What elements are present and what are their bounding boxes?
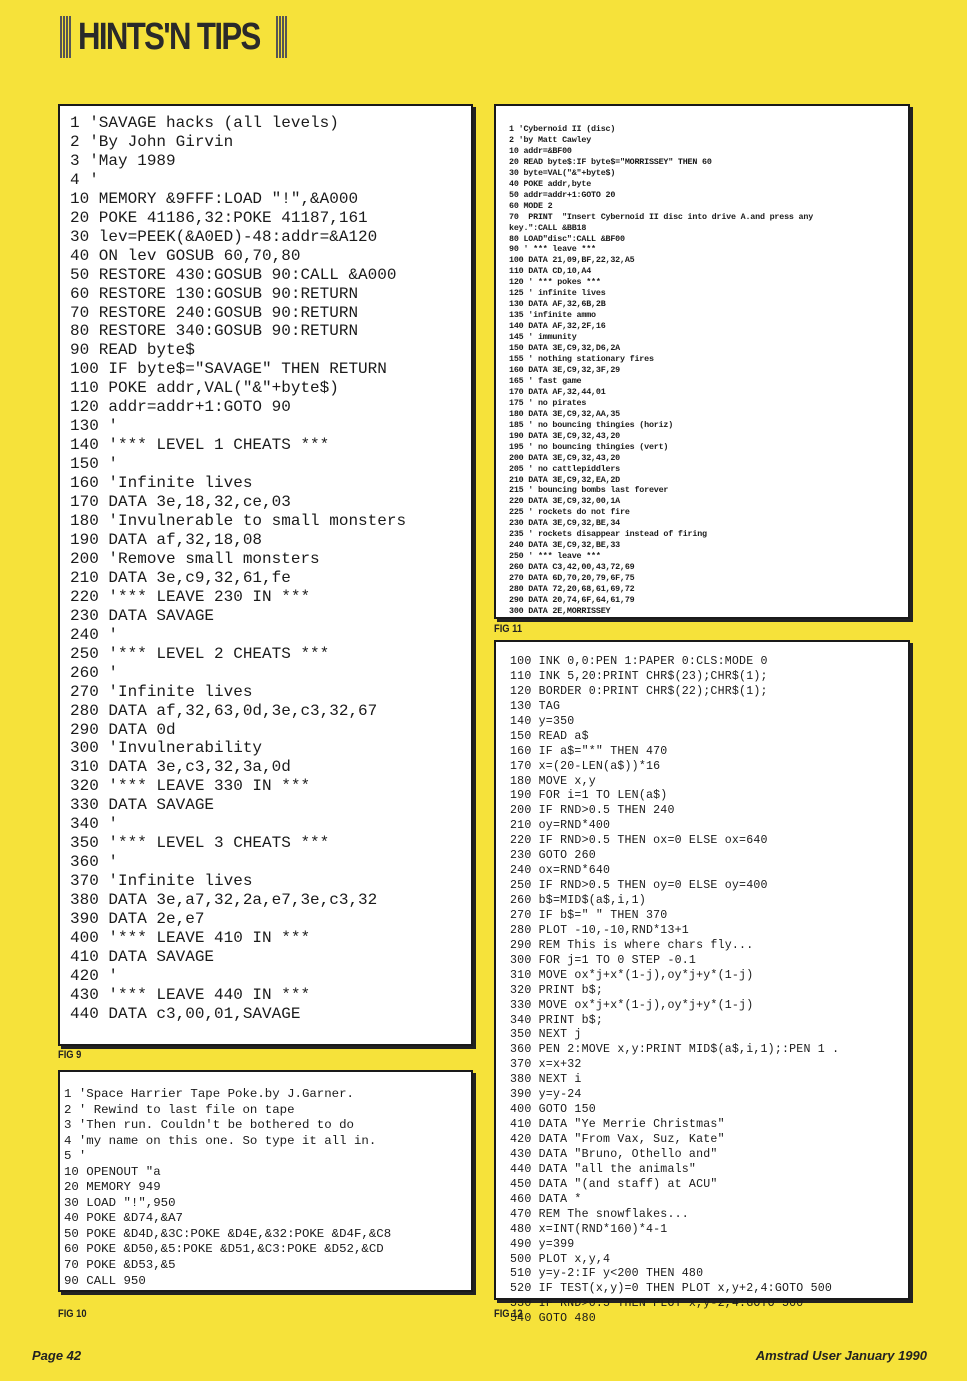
fig10-listing bbox=[64, 1087, 471, 1289]
code-line: 200 'Remove small monsters bbox=[70, 549, 320, 568]
code-line: 40 POKE &D74,&A7 bbox=[64, 1211, 183, 1226]
code-line: 400 GOTO 150 bbox=[510, 1103, 596, 1117]
code-line: 260 b$=MID$(a$,i,1) bbox=[510, 894, 646, 907]
code-line: 180 MOVE x,y bbox=[510, 774, 596, 788]
code-line: 135 'infinite ammo bbox=[509, 310, 596, 321]
code-line: 310 DATA 3e,c3,32,3a,0d bbox=[70, 758, 291, 777]
code-line: 130 ' bbox=[70, 417, 119, 436]
code-line: 180 'Invulnerable to small monsters bbox=[70, 512, 407, 531]
code-line: 320 PRINT b$; bbox=[510, 983, 604, 997]
fig12-label: FIG 12 bbox=[494, 1308, 523, 1320]
code-line: 380 DATA 3e,a7,32,2a,e7,3e,c3,32 bbox=[70, 891, 378, 910]
code-line: 10 OPENOUT "a bbox=[64, 1164, 161, 1179]
code-line: 100 INK 0,0:PEN 1:PAPER 0:CLS:MODE 0 bbox=[510, 655, 768, 668]
code-line: 4 ' bbox=[70, 170, 99, 189]
code-line: 1 'SAVAGE hacks (all levels) bbox=[70, 114, 339, 132]
code-line: 270 DATA 6D,70,20,79,6F,75 bbox=[509, 573, 635, 584]
code-line: 5 ' bbox=[64, 1149, 87, 1164]
code-line: 90 CALL 950 bbox=[64, 1273, 146, 1288]
code-line: 50 RESTORE 430:GOSUB 90:CALL &A000 bbox=[70, 265, 397, 284]
code-line: 280 PLOT -10,-10,RND*13+1 bbox=[510, 923, 689, 937]
code-line: 450 DATA "(and staff) at ACU" bbox=[510, 1177, 718, 1191]
code-line: 260 DATA C3,42,00,43,72,69 bbox=[509, 562, 635, 573]
code-line: 240 ' bbox=[70, 625, 119, 644]
code-line: 110 INK 5,20:PRINT CHR$(23);CHR$(1); bbox=[510, 669, 768, 683]
code-line: 160 'Infinite lives bbox=[70, 474, 253, 493]
code-line: 190 DATA af,32,18,08 bbox=[70, 530, 263, 549]
code-line: 320 '*** LEAVE 330 IN *** bbox=[70, 777, 311, 796]
code-line: 215 ' bouncing bombs last forever bbox=[509, 485, 669, 496]
code-line: 400 '*** LEAVE 410 IN *** bbox=[70, 928, 311, 947]
code-line: 120 BORDER 0:PRINT CHR$(22);CHR$(1); bbox=[510, 684, 768, 698]
code-line: 270 IF b$=" " THEN 370 bbox=[510, 908, 668, 922]
code-line: 230 DATA SAVAGE bbox=[70, 606, 215, 625]
section-title: HINTS'N TIPS bbox=[78, 15, 260, 58]
code-line: 150 READ a$ bbox=[510, 729, 589, 743]
code-line: 180 DATA 3E,C9,32,AA,35 bbox=[509, 408, 620, 419]
section-header bbox=[60, 14, 288, 60]
code-line: 350 NEXT j bbox=[510, 1028, 582, 1042]
code-line: 230 GOTO 260 bbox=[510, 849, 596, 863]
code-line: 340 PRINT b$; bbox=[510, 1013, 604, 1027]
code-line: 470 REM The snowflakes... bbox=[510, 1207, 689, 1221]
code-line: 185 ' no bouncing thingies (horiz) bbox=[509, 419, 674, 430]
code-line: 310 MOVE ox*j+x*(1-j),oy*j+y*(1-j) bbox=[510, 968, 754, 982]
code-line: 110 POKE addr,VAL("&"+byte$) bbox=[70, 379, 339, 398]
code-line: 20 MEMORY 949 bbox=[64, 1180, 161, 1195]
code-line: 280 DATA 72,20,68,61,69,72 bbox=[509, 584, 635, 595]
code-line: 140 '*** LEVEL 1 CHEATS *** bbox=[70, 436, 330, 455]
code-line: 300 DATA 2E,MORRISSEY bbox=[509, 605, 611, 616]
code-line: key.":CALL &BB18 bbox=[509, 222, 587, 233]
code-line: 290 DATA 0d bbox=[70, 720, 176, 739]
code-line: 40 ON lev GOSUB 60,70,80 bbox=[70, 246, 301, 265]
code-line: 250 ' *** leave *** bbox=[509, 551, 601, 562]
code-line: 410 DATA SAVAGE bbox=[70, 947, 215, 966]
code-line: 240 ox=RND*640 bbox=[510, 864, 611, 878]
code-line: 30 byte=VAL("&"+byte$) bbox=[509, 167, 616, 178]
code-line: 50 POKE &D4D,&3C:POKE &D4E,&32:POKE &D4F,&C8 bbox=[64, 1226, 392, 1241]
code-line: 430 '*** LEAVE 440 IN *** bbox=[70, 985, 311, 1004]
code-line: 290 REM This is where chars fly... bbox=[510, 938, 754, 952]
code-line: 350 '*** LEVEL 3 CHEATS *** bbox=[70, 834, 330, 853]
code-line: 290 DATA 20,74,6F,64,61,79 bbox=[509, 594, 635, 605]
code-line: 380 NEXT i bbox=[510, 1073, 582, 1087]
fig12-listing bbox=[510, 655, 908, 1327]
code-line: 120 addr=addr+1:GOTO 90 bbox=[70, 398, 291, 417]
code-line: 225 ' rockets do not fire bbox=[509, 507, 630, 518]
code-line: 280 DATA af,32,63,0d,3e,c3,32,67 bbox=[70, 701, 378, 720]
code-line: 170 x=(20-LEN(a$))*16 bbox=[510, 759, 661, 773]
code-line: 490 y=399 bbox=[510, 1237, 575, 1251]
code-line: 20 READ byte$:IF byte$="MORRISSEY" THEN 60 bbox=[509, 156, 712, 167]
page-number: Page 42 bbox=[32, 1348, 82, 1363]
code-line: 510 y=y-2:IF y<200 THEN 480 bbox=[510, 1267, 704, 1281]
fig11-listing-box bbox=[494, 104, 910, 619]
code-line: 155 ' nothing stationary fires bbox=[509, 354, 654, 365]
code-line: 250 IF RND>0.5 THEN oy=0 ELSE oy=400 bbox=[510, 879, 768, 893]
code-line: 90 READ byte$ bbox=[70, 341, 195, 360]
code-line: 440 DATA "all the animals" bbox=[510, 1162, 697, 1176]
code-line: 430 DATA "Bruno, Othello and" bbox=[510, 1147, 718, 1161]
code-line: 460 DATA * bbox=[510, 1192, 582, 1206]
code-line: 390 DATA 2e,e7 bbox=[70, 910, 205, 929]
code-line: 2 ' Rewind to last file on tape bbox=[64, 1102, 295, 1117]
code-line: 70 PRINT "Insert Cybernoid II disc into drive A.and press any bbox=[509, 211, 814, 222]
code-line: 300 'Invulnerability bbox=[70, 739, 263, 758]
code-line: 60 POKE &D50,&5:POKE &D51,&C3:POKE &D52,&CD bbox=[64, 1242, 384, 1257]
code-line: 440 DATA c3,00,01,SAVAGE bbox=[70, 1004, 301, 1023]
code-line: 2 'by Matt Cawley bbox=[509, 134, 592, 145]
code-line: 520 IF TEST(x,y)=0 THEN PLOT x,y+2,4:GOTO 500 bbox=[510, 1282, 833, 1296]
code-line: 10 MEMORY &9FFF:LOAD "!",&A000 bbox=[70, 189, 359, 208]
code-line: 210 DATA 3E,C9,32,EA,2D bbox=[509, 474, 620, 485]
code-line: 195 ' no bouncing thingies (vert) bbox=[509, 441, 669, 452]
code-line: 230 DATA 3E,C9,32,BE,34 bbox=[509, 518, 620, 529]
code-line: 100 DATA 21,09,BF,22,32,A5 bbox=[509, 255, 635, 266]
code-line: 3 'Then run. Couldn't be bothered to do bbox=[64, 1118, 354, 1133]
code-line: 235 ' rockets disappear instead of firing bbox=[509, 529, 707, 540]
code-line: 1 'Space Harrier Tape Poke.by J.Garner. bbox=[64, 1087, 354, 1101]
code-line: 300 FOR j=1 TO 0 STEP -0.1 bbox=[510, 953, 697, 967]
code-line: 145 ' immunity bbox=[509, 332, 577, 343]
code-line: 40 POKE addr,byte bbox=[509, 178, 592, 189]
code-line: 200 DATA 3E,C9,32,43,20 bbox=[509, 452, 620, 463]
code-line: 330 DATA SAVAGE bbox=[70, 796, 215, 815]
code-line: 30 LOAD "!",950 bbox=[64, 1195, 176, 1210]
fig9-listing-box bbox=[58, 104, 473, 1046]
code-line: 60 MODE 2 bbox=[509, 200, 553, 211]
code-line: 360 PEN 2:MOVE x,y:PRINT MID$(a$,i,1);:PEN 1 . bbox=[510, 1043, 840, 1057]
code-line: 360 ' bbox=[70, 853, 119, 872]
code-line: 175 ' no pirates bbox=[509, 397, 587, 408]
code-line: 250 '*** LEVEL 2 CHEATS *** bbox=[70, 644, 330, 663]
code-line: 100 IF byte$="SAVAGE" THEN RETURN bbox=[70, 360, 387, 379]
code-line: 370 x=x+32 bbox=[510, 1058, 582, 1072]
code-line: 70 RESTORE 240:GOSUB 90:RETURN bbox=[70, 303, 359, 322]
header-bar-left bbox=[60, 16, 72, 58]
code-line: 160 DATA 3E,C9,32,3F,29 bbox=[509, 364, 620, 375]
code-line: 480 x=INT(RND*160)*4-1 bbox=[510, 1222, 668, 1236]
code-line: 260 ' bbox=[70, 663, 119, 682]
fig10-listing-box bbox=[58, 1070, 473, 1292]
code-line: 160 IF a$="*" THEN 470 bbox=[510, 744, 668, 758]
code-line: 410 DATA "Ye Merrie Christmas" bbox=[510, 1118, 725, 1132]
fig11-listing bbox=[509, 124, 908, 617]
header-bar-right bbox=[276, 16, 288, 58]
code-line: 140 y=350 bbox=[510, 714, 575, 728]
fig9-label: FIG 9 bbox=[58, 1049, 82, 1061]
code-line: 220 IF RND>0.5 THEN ox=0 ELSE ox=640 bbox=[510, 834, 768, 848]
code-line: 130 TAG bbox=[510, 699, 561, 713]
code-line: 165 ' fast game bbox=[509, 375, 582, 386]
code-line: 110 DATA CD,10,A4 bbox=[509, 266, 592, 277]
code-line: 90 ' *** leave *** bbox=[509, 244, 596, 255]
code-line: 270 'Infinite lives bbox=[70, 682, 253, 701]
code-line: 370 'Infinite lives bbox=[70, 872, 253, 891]
code-line: 210 DATA 3e,c9,32,61,fe bbox=[70, 568, 291, 587]
code-line: 50 addr=addr+1:GOTO 20 bbox=[509, 189, 616, 200]
code-line: 60 RESTORE 130:GOSUB 90:RETURN bbox=[70, 284, 359, 303]
code-line: 150 ' bbox=[70, 455, 119, 474]
code-line: 20 POKE 41186,32:POKE 41187,161 bbox=[70, 208, 368, 227]
code-line: 420 ' bbox=[70, 966, 119, 985]
code-line: 80 LOAD"disc":CALL &BF00 bbox=[509, 233, 625, 244]
fig9-listing bbox=[70, 114, 471, 1024]
code-line: 140 DATA AF,32,2F,16 bbox=[509, 321, 606, 332]
code-line: 10 addr=&BF00 bbox=[509, 145, 572, 156]
magazine-issue: Amstrad User January 1990 bbox=[755, 1348, 927, 1363]
code-line: 500 PLOT x,y,4 bbox=[510, 1252, 611, 1266]
code-line: 3 'May 1989 bbox=[70, 151, 176, 170]
code-line: 125 ' infinite lives bbox=[509, 288, 606, 299]
code-line: 150 DATA 3E,C9,32,D6,2A bbox=[509, 343, 620, 354]
code-line: 130 DATA AF,32,6B,2B bbox=[509, 299, 606, 310]
code-line: 530 IF RND>0.5 THEN PLOT x,y-2,4:GOTO 500 bbox=[510, 1297, 804, 1311]
code-line: 80 RESTORE 340:GOSUB 90:RETURN bbox=[70, 322, 359, 341]
code-line: 190 FOR i=1 TO LEN(a$) bbox=[510, 789, 668, 803]
code-line: 1 'Cybernoid II (disc) bbox=[509, 124, 616, 134]
code-line: 220 '*** LEAVE 230 IN *** bbox=[70, 587, 311, 606]
code-line: 30 lev=PEEK(&A0ED)-48:addr=&A120 bbox=[70, 227, 378, 246]
code-line: 220 DATA 3E,C9,32,00,1A bbox=[509, 496, 620, 507]
code-line: 2 'By John Girvin bbox=[70, 132, 234, 151]
code-line: 205 ' no cattlepiddlers bbox=[509, 463, 620, 474]
code-line: 120 ' *** pokes *** bbox=[509, 277, 601, 288]
code-line: 190 DATA 3E,C9,32,43,20 bbox=[509, 430, 620, 441]
code-line: 200 IF RND>0.5 THEN 240 bbox=[510, 804, 675, 818]
code-line: 390 y=y-24 bbox=[510, 1088, 582, 1102]
fig11-label: FIG 11 bbox=[494, 623, 523, 635]
code-line: 330 MOVE ox*j+x*(1-j),oy*j+y*(1-j) bbox=[510, 998, 754, 1012]
code-line: 340 ' bbox=[70, 815, 119, 834]
code-line: 540 GOTO 480 bbox=[510, 1312, 596, 1326]
code-line: 240 DATA 3E,C9,32,BE,33 bbox=[509, 540, 620, 551]
code-line: 420 DATA "From Vax, Suz, Kate" bbox=[510, 1133, 725, 1146]
code-line: 4 'my name on this one. So type it all in. bbox=[64, 1133, 377, 1148]
code-line: 170 DATA 3e,18,32,ce,03 bbox=[70, 493, 291, 512]
code-line: 210 oy=RND*400 bbox=[510, 819, 611, 833]
fig10-label: FIG 10 bbox=[58, 1308, 87, 1320]
code-line: 170 DATA AF,32,44,01 bbox=[509, 386, 606, 397]
code-line: 70 POKE &D53,&5 bbox=[64, 1258, 176, 1273]
